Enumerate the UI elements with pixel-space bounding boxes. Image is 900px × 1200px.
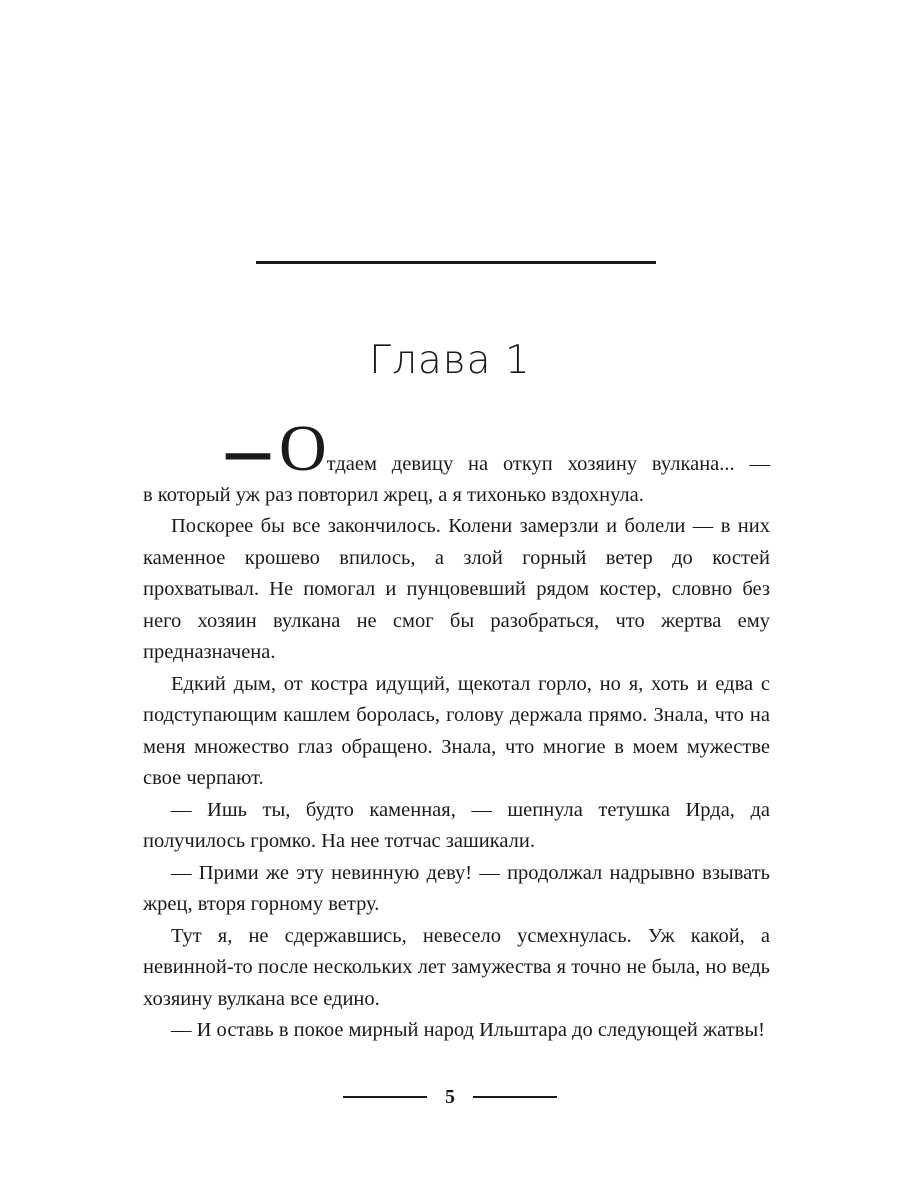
paragraph: Тут я, не сдержавшись, невесело усмехнулась. Уж какой, а невинной-то после нескольких лет замужества я точно не была, но ведь хозяину вулкана все едино.: [143, 924, 770, 1010]
chapter-top-rule: [256, 261, 656, 264]
paragraph: Едкий дым, от костра идущий, щекотал горло, но я, хоть и едва с подступающим кашлем боролась, голову держала прямо. Знала, что на меня множество глаз обращено. Знала, что многие в моем мужестве свое черпают.: [143, 672, 770, 789]
opening-line: [143, 412, 770, 485]
paragraph: — Ишь ты, будто каменная, — шепнула тетушка Ирда, да получилось громко. На нее тотчас зашикали.: [143, 798, 770, 852]
body-text: [143, 511, 770, 1047]
opening-line-2: в который уж раз повторил жрец, а я тихонько вздохнула.: [143, 484, 644, 506]
paragraph: — И оставь в покое мирный народ Ильштара до следующей жатвы!: [171, 1019, 765, 1041]
paragraph: Поскорее бы все закончилось. Колени замерзли и болели — в них каменное крошево впилось, а злой горный ветер до костей прохватывал. Не помогал и пунцовевший рядом костер, словно без него хозяин вулкана не смог бы разобраться, что жертва ему предназначена.: [143, 515, 770, 663]
drop-cap: О: [279, 412, 327, 485]
page-number: 5: [445, 1086, 455, 1108]
footer-rule-left: [343, 1096, 427, 1098]
opening-dash: —: [223, 424, 273, 482]
paragraph: — Прими же эту невинную деву! — продолжал надрывно взывать жрец, вторя горному ветру.: [143, 861, 770, 915]
chapter-title: Глава 1: [369, 338, 531, 383]
footer-rule-right: [473, 1096, 557, 1098]
opening-paragraph: [143, 412, 770, 512]
opening-line-rest: тдаем девицу на откуп хозяину вулкана... —: [326, 453, 770, 475]
page-footer: [0, 1085, 900, 1109]
